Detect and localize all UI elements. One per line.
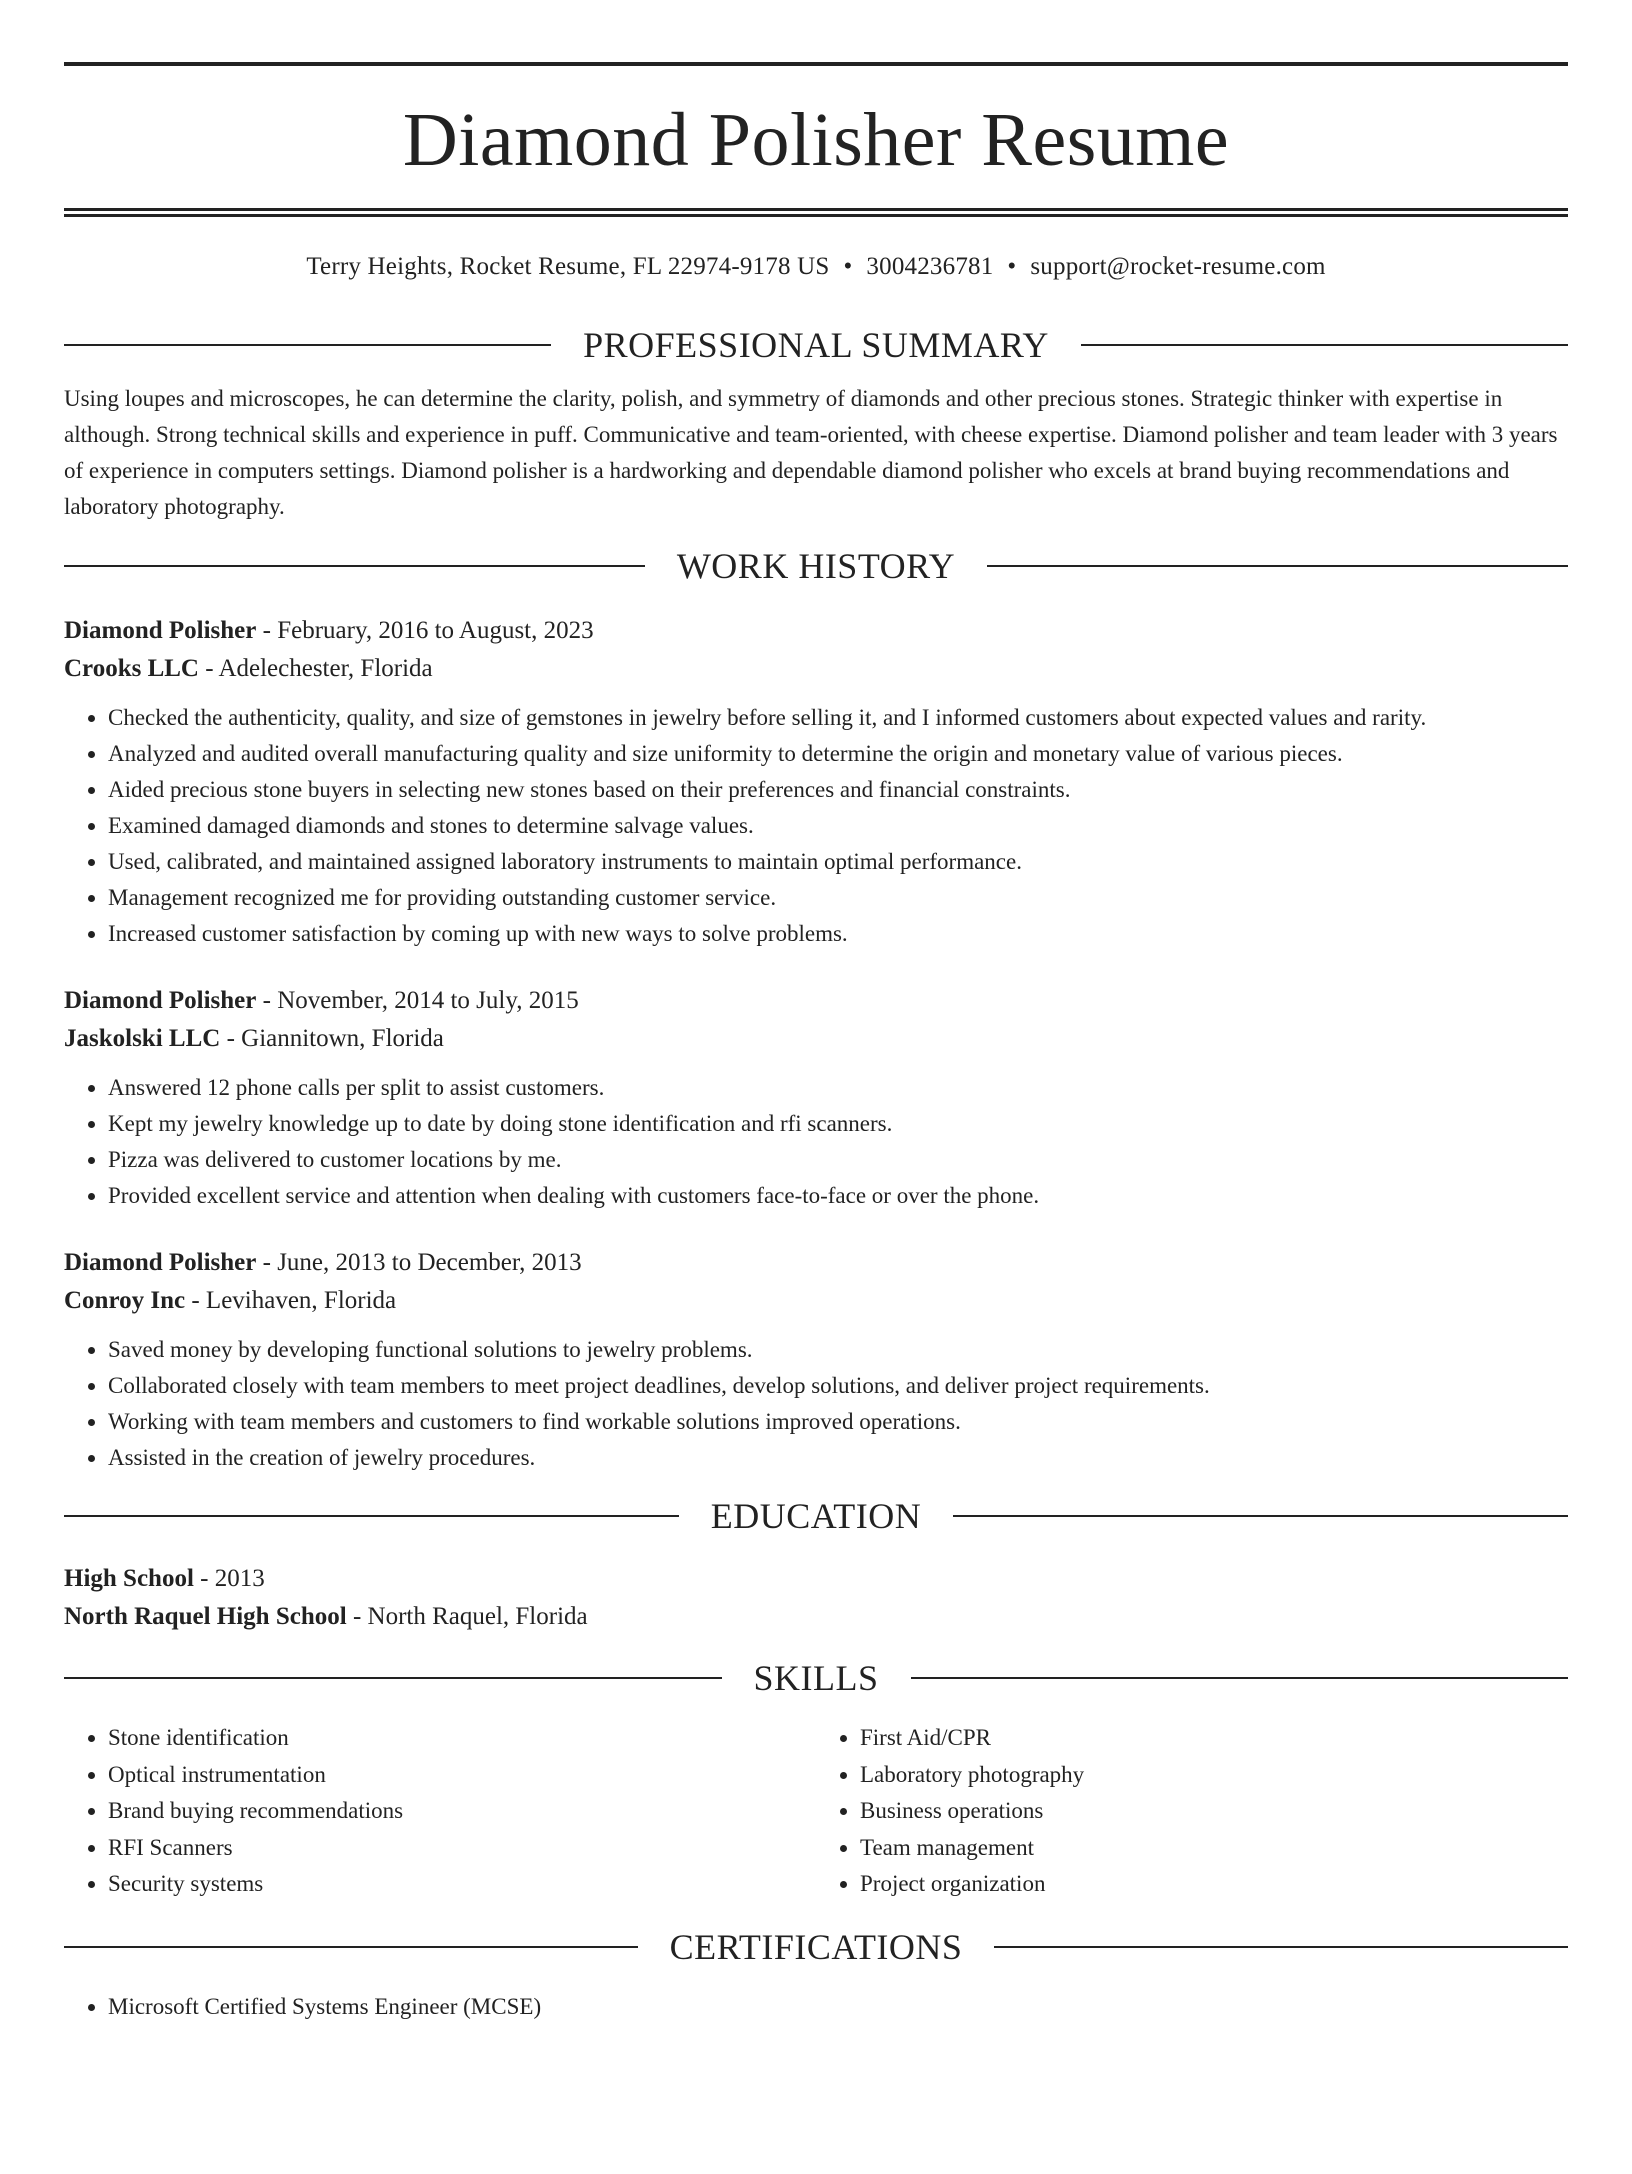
job-bullets xyxy=(64,700,1568,952)
job-location: - Adelechester, Florida xyxy=(199,655,433,682)
job-bullets xyxy=(64,1332,1568,1476)
heading-rule xyxy=(994,1946,1568,1948)
list-item: • Assisted in the creation of jewelry procedures. xyxy=(108,1440,1568,1476)
list-item: • Business operations xyxy=(860,1793,1568,1830)
job-dates: - June, 2013 to December, 2013 xyxy=(256,1249,582,1276)
list-item: • Laboratory photography xyxy=(860,1757,1568,1794)
certifications-heading: CERTIFICATIONS xyxy=(669,1926,963,1967)
contact-separator: • xyxy=(1007,253,1017,280)
heading-rule xyxy=(64,1677,722,1679)
list-item: • Pizza was delivered to customer locations by me. xyxy=(108,1142,1568,1178)
summary-heading: PROFESSIONAL SUMMARY xyxy=(583,325,1049,365)
job-location: - Giannitown, Florida xyxy=(220,1025,444,1052)
contact-address: Terry Heights, Rocket Resume, FL 22974-9178 US xyxy=(306,253,830,280)
heading-rule xyxy=(1081,344,1568,346)
skills-section-heading xyxy=(64,1660,1568,1696)
job-dates: - February, 2016 to August, 2023 xyxy=(256,617,594,644)
job-entry xyxy=(64,1244,1568,1476)
education-year: - 2013 xyxy=(193,1565,265,1592)
job-company: Conroy Inc xyxy=(64,1287,186,1314)
heading-rule xyxy=(64,565,645,567)
education-entry xyxy=(64,1560,1568,1636)
job-company: Crooks LLC xyxy=(64,655,199,682)
list-item: • RFI Scanners xyxy=(108,1830,816,1867)
heading-rule xyxy=(953,1515,1568,1517)
summary-section-heading xyxy=(64,327,1568,363)
list-item: • Microsoft Certified Systems Engineer (MCSE) xyxy=(108,1989,1568,2025)
contact-line xyxy=(64,253,1568,281)
job-dates: - November, 2014 to July, 2015 xyxy=(256,987,579,1014)
certifications-list xyxy=(64,1989,1568,2025)
job-company: Jaskolski LLC xyxy=(64,1025,221,1052)
list-item: • Working with team members and customers to find workable solutions improved operations. xyxy=(108,1404,1568,1440)
education-degree-line xyxy=(64,1560,1568,1598)
list-item: • Provided excellent service and attention when dealing with customers face-to-face or over the phone. xyxy=(108,1178,1568,1214)
list-item: • Used, calibrated, and maintained assigned laboratory instruments to maintain optimal performance. xyxy=(108,844,1568,880)
job-title: Diamond Polisher xyxy=(64,1249,257,1276)
education-section-heading xyxy=(64,1498,1568,1534)
education-heading: EDUCATION xyxy=(710,1496,922,1536)
education-school: North Raquel High School xyxy=(64,1603,347,1630)
heading-rule xyxy=(64,1946,638,1948)
top-rule xyxy=(64,62,1568,66)
job-title: Diamond Polisher xyxy=(64,987,257,1014)
list-item: • Brand buying recommendations xyxy=(108,1793,816,1830)
list-item: • Aided precious stone buyers in selecting new stones based on their preferences and financial constraints. xyxy=(108,772,1568,808)
job-entry xyxy=(64,612,1568,952)
job-company-line xyxy=(64,650,1568,688)
list-item: • Project organization xyxy=(860,1866,1568,1903)
list-item: • Security systems xyxy=(108,1866,816,1903)
list-item: • Management recognized me for providing outstanding customer service. xyxy=(108,880,1568,916)
job-location: - Levihaven, Florida xyxy=(185,1287,397,1314)
education-degree: High School xyxy=(64,1565,194,1592)
contact-email: support@rocket-resume.com xyxy=(1030,253,1326,280)
heading-rule xyxy=(64,344,551,346)
job-company-line xyxy=(64,1020,1568,1058)
list-item: • Analyzed and audited overall manufacturing quality and size uniformity to determine the origin and monetary value of various pieces. xyxy=(108,736,1568,772)
skills-heading: SKILLS xyxy=(753,1658,879,1698)
job-entry xyxy=(64,982,1568,1214)
job-company-line xyxy=(64,1282,1568,1320)
list-item: • Increased customer satisfaction by coming up with new ways to solve problems. xyxy=(108,916,1568,952)
job-title: Diamond Polisher xyxy=(64,617,257,644)
summary-text: Using loupes and microscopes, he can determine the clarity, polish, and symmetry of diamonds and other precious stones. Strategic thinker with expertise in although. Strong technical skills and experience in puff. Communicative and team-oriented, with cheese expertise. Diamond polisher and team leader with 3 years of experience in computers settings. Diamond polisher is a hardworking and dependable diamond polisher who excels at brand buying recommendations and laboratory photography. xyxy=(64,386,1558,519)
skills-column-left xyxy=(64,1720,816,1903)
resume-page xyxy=(0,62,1632,2174)
list-item: • Saved money by developing functional solutions to jewelry problems. xyxy=(108,1332,1568,1368)
education-location: - North Raquel, Florida xyxy=(346,1603,588,1630)
work-heading: WORK HISTORY xyxy=(676,546,956,586)
contact-separator: • xyxy=(843,253,853,280)
education-school-line xyxy=(64,1598,1568,1636)
list-item: • Answered 12 phone calls per split to assist customers. xyxy=(108,1070,1568,1106)
heading-rule xyxy=(64,1515,679,1517)
skills-column-right xyxy=(816,1720,1568,1903)
job-title-line xyxy=(64,1244,1568,1282)
job-bullets xyxy=(64,1070,1568,1214)
list-item: • Stone identification xyxy=(108,1720,816,1757)
list-item: • Optical instrumentation xyxy=(108,1757,816,1794)
job-title-line xyxy=(64,982,1568,1020)
certifications-section-heading xyxy=(64,1926,1568,1967)
heading-rule xyxy=(987,565,1568,567)
list-item: • Team management xyxy=(860,1830,1568,1867)
skills-list xyxy=(64,1720,1568,1903)
list-item: • Collaborated closely with team members to meet project deadlines, develop solutions, and deliver project requirements. xyxy=(108,1368,1568,1404)
title-double-rule xyxy=(64,208,1568,217)
job-title-line xyxy=(64,612,1568,650)
list-item: • Checked the authenticity, quality, and size of gemstones in jewelry before selling it, and I informed customers about expected values and rarity. xyxy=(108,700,1568,736)
list-item: • First Aid/CPR xyxy=(860,1720,1568,1757)
list-item: • Examined damaged diamonds and stones to determine salvage values. xyxy=(108,808,1568,844)
heading-rule xyxy=(911,1677,1569,1679)
list-item: • Kept my jewelry knowledge up to date by doing stone identification and rfi scanners. xyxy=(108,1106,1568,1142)
work-section-heading xyxy=(64,548,1568,584)
page-title: Diamond Polisher Resume xyxy=(402,98,1230,182)
contact-phone: 3004236781 xyxy=(866,253,994,280)
